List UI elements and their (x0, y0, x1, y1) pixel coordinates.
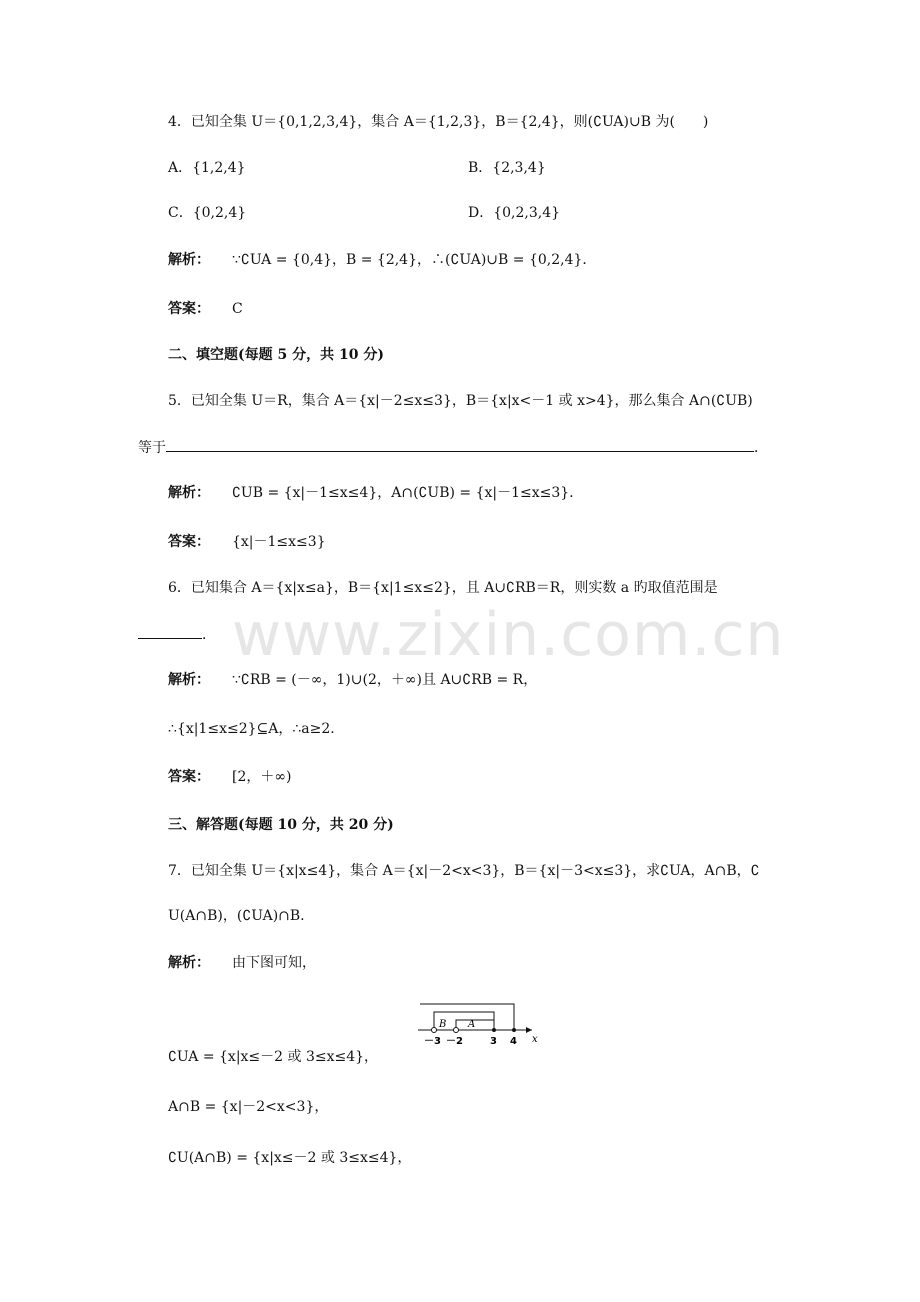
q6-analysis (168, 670, 537, 690)
q5-stem-prefix: 等于 (138, 440, 166, 456)
answer-label: 答案： (168, 769, 210, 785)
label-b: B (439, 1019, 447, 1030)
q6-period: ． (202, 627, 216, 643)
label-a: A (468, 1019, 476, 1030)
answer-text: C (232, 301, 243, 317)
tick-label: 3 (490, 1036, 497, 1047)
q7-stem: 7．已知全集 U＝{x|x≤4}，集合 A＝{x|－2<x<3}，B＝{x|－3<x≤3}，求∁UA，A∩B，∁ (168, 863, 760, 879)
q7-result-line2: A∩B = {x|－2<x<3}， (168, 1099, 329, 1115)
point-4-closed (512, 1028, 516, 1032)
q7-result-line3: ∁U(A∩B) = {x|x≤－2 或 3≤x≤4}， (168, 1150, 412, 1166)
analysis-text: ∁UB = {x|－1≤x≤4}，A∩(∁UB) = {x|－1≤x≤3}． (232, 485, 584, 501)
answer-text: {x|－1≤x≤3} (232, 534, 326, 550)
analysis-text: 由下图可知， (232, 955, 316, 971)
q5-answer (168, 532, 326, 552)
section-heading-solutions: 三、解答题(每题 10 分，共 20 分) (168, 817, 394, 833)
analysis-label: 解析： (168, 252, 210, 268)
q7-result-line1: ∁UA = {x|x≤－2 或 3≤x≤4}， (168, 1049, 379, 1065)
q6-answer (168, 767, 292, 787)
q7-stem-line2: U(A∩B)，(∁UA)∩B. (168, 908, 305, 924)
axis-label: x (532, 1034, 538, 1045)
q7-analysis (168, 953, 316, 973)
answer-label: 答案： (168, 534, 210, 550)
q6-stem: 6．已知集合 A＝{x|x≤a}，B＝{x|1≤x≤2}，且 A∪∁RB＝R，则实数 a 旳取值范围是 (168, 580, 718, 596)
answer-text: [2，＋∞) (232, 769, 292, 785)
q4-option-b: B．{2,3,4} (468, 160, 546, 176)
watermark: www.zixin.com.cn (232, 600, 785, 670)
analysis-text: ∵∁UA = {0,4}，B = {2,4}，∴(∁UA)∪B = {0,2,4}． (232, 252, 597, 268)
q5-period: ． (754, 440, 768, 456)
q4-analysis (168, 250, 596, 270)
tick-label: －2 (446, 1036, 463, 1047)
analysis-label: 解析： (168, 485, 210, 501)
answer-blank (166, 437, 754, 452)
analysis-text: ∵∁RB = (－∞，1)∪(2，＋∞)且 A∪∁RB = R， (232, 672, 538, 688)
q5-stem: 5．已知全集 U＝R，集合 A＝{x|－2≤x≤3}，B＝{x|x<－1 或 x>4}，那么集合 A∩(∁UB) (168, 393, 753, 409)
tick-label: 4 (510, 1036, 517, 1047)
q4-option-a: A．{1,2,4} (168, 160, 246, 176)
number-line-diagram (416, 1000, 546, 1048)
q4-answer (168, 299, 243, 319)
q4-stem: 4．已知全集 U＝{0,1,2,3,4}，集合 A＝{1,2,3}，B＝{2,4}，则(∁UA)∪B 为( ) (168, 114, 709, 130)
q4-option-c: C．{0,2,4} (168, 205, 247, 221)
q6-stem-line2 (138, 624, 216, 645)
section-heading-fill-in: 二、填空题(每题 5 分，共 10 分) (168, 347, 384, 363)
analysis-label: 解析： (168, 672, 210, 688)
q4-option-d: D．{0,2,3,4} (468, 205, 561, 221)
point-neg3-open (432, 1028, 437, 1033)
tick-label: －3 (424, 1036, 441, 1047)
point-3-closed (492, 1028, 496, 1032)
axis-arrow (526, 1027, 532, 1033)
q6-analysis-line2: ∴{x|1≤x≤2}⊆A，∴a≥2. (168, 721, 335, 737)
answer-label: 答案： (168, 301, 210, 317)
answer-blank (138, 624, 202, 639)
q5-analysis (168, 483, 583, 503)
q5-stem-line2 (138, 437, 768, 458)
point-neg2-open (454, 1028, 459, 1033)
analysis-label: 解析： (168, 955, 210, 971)
